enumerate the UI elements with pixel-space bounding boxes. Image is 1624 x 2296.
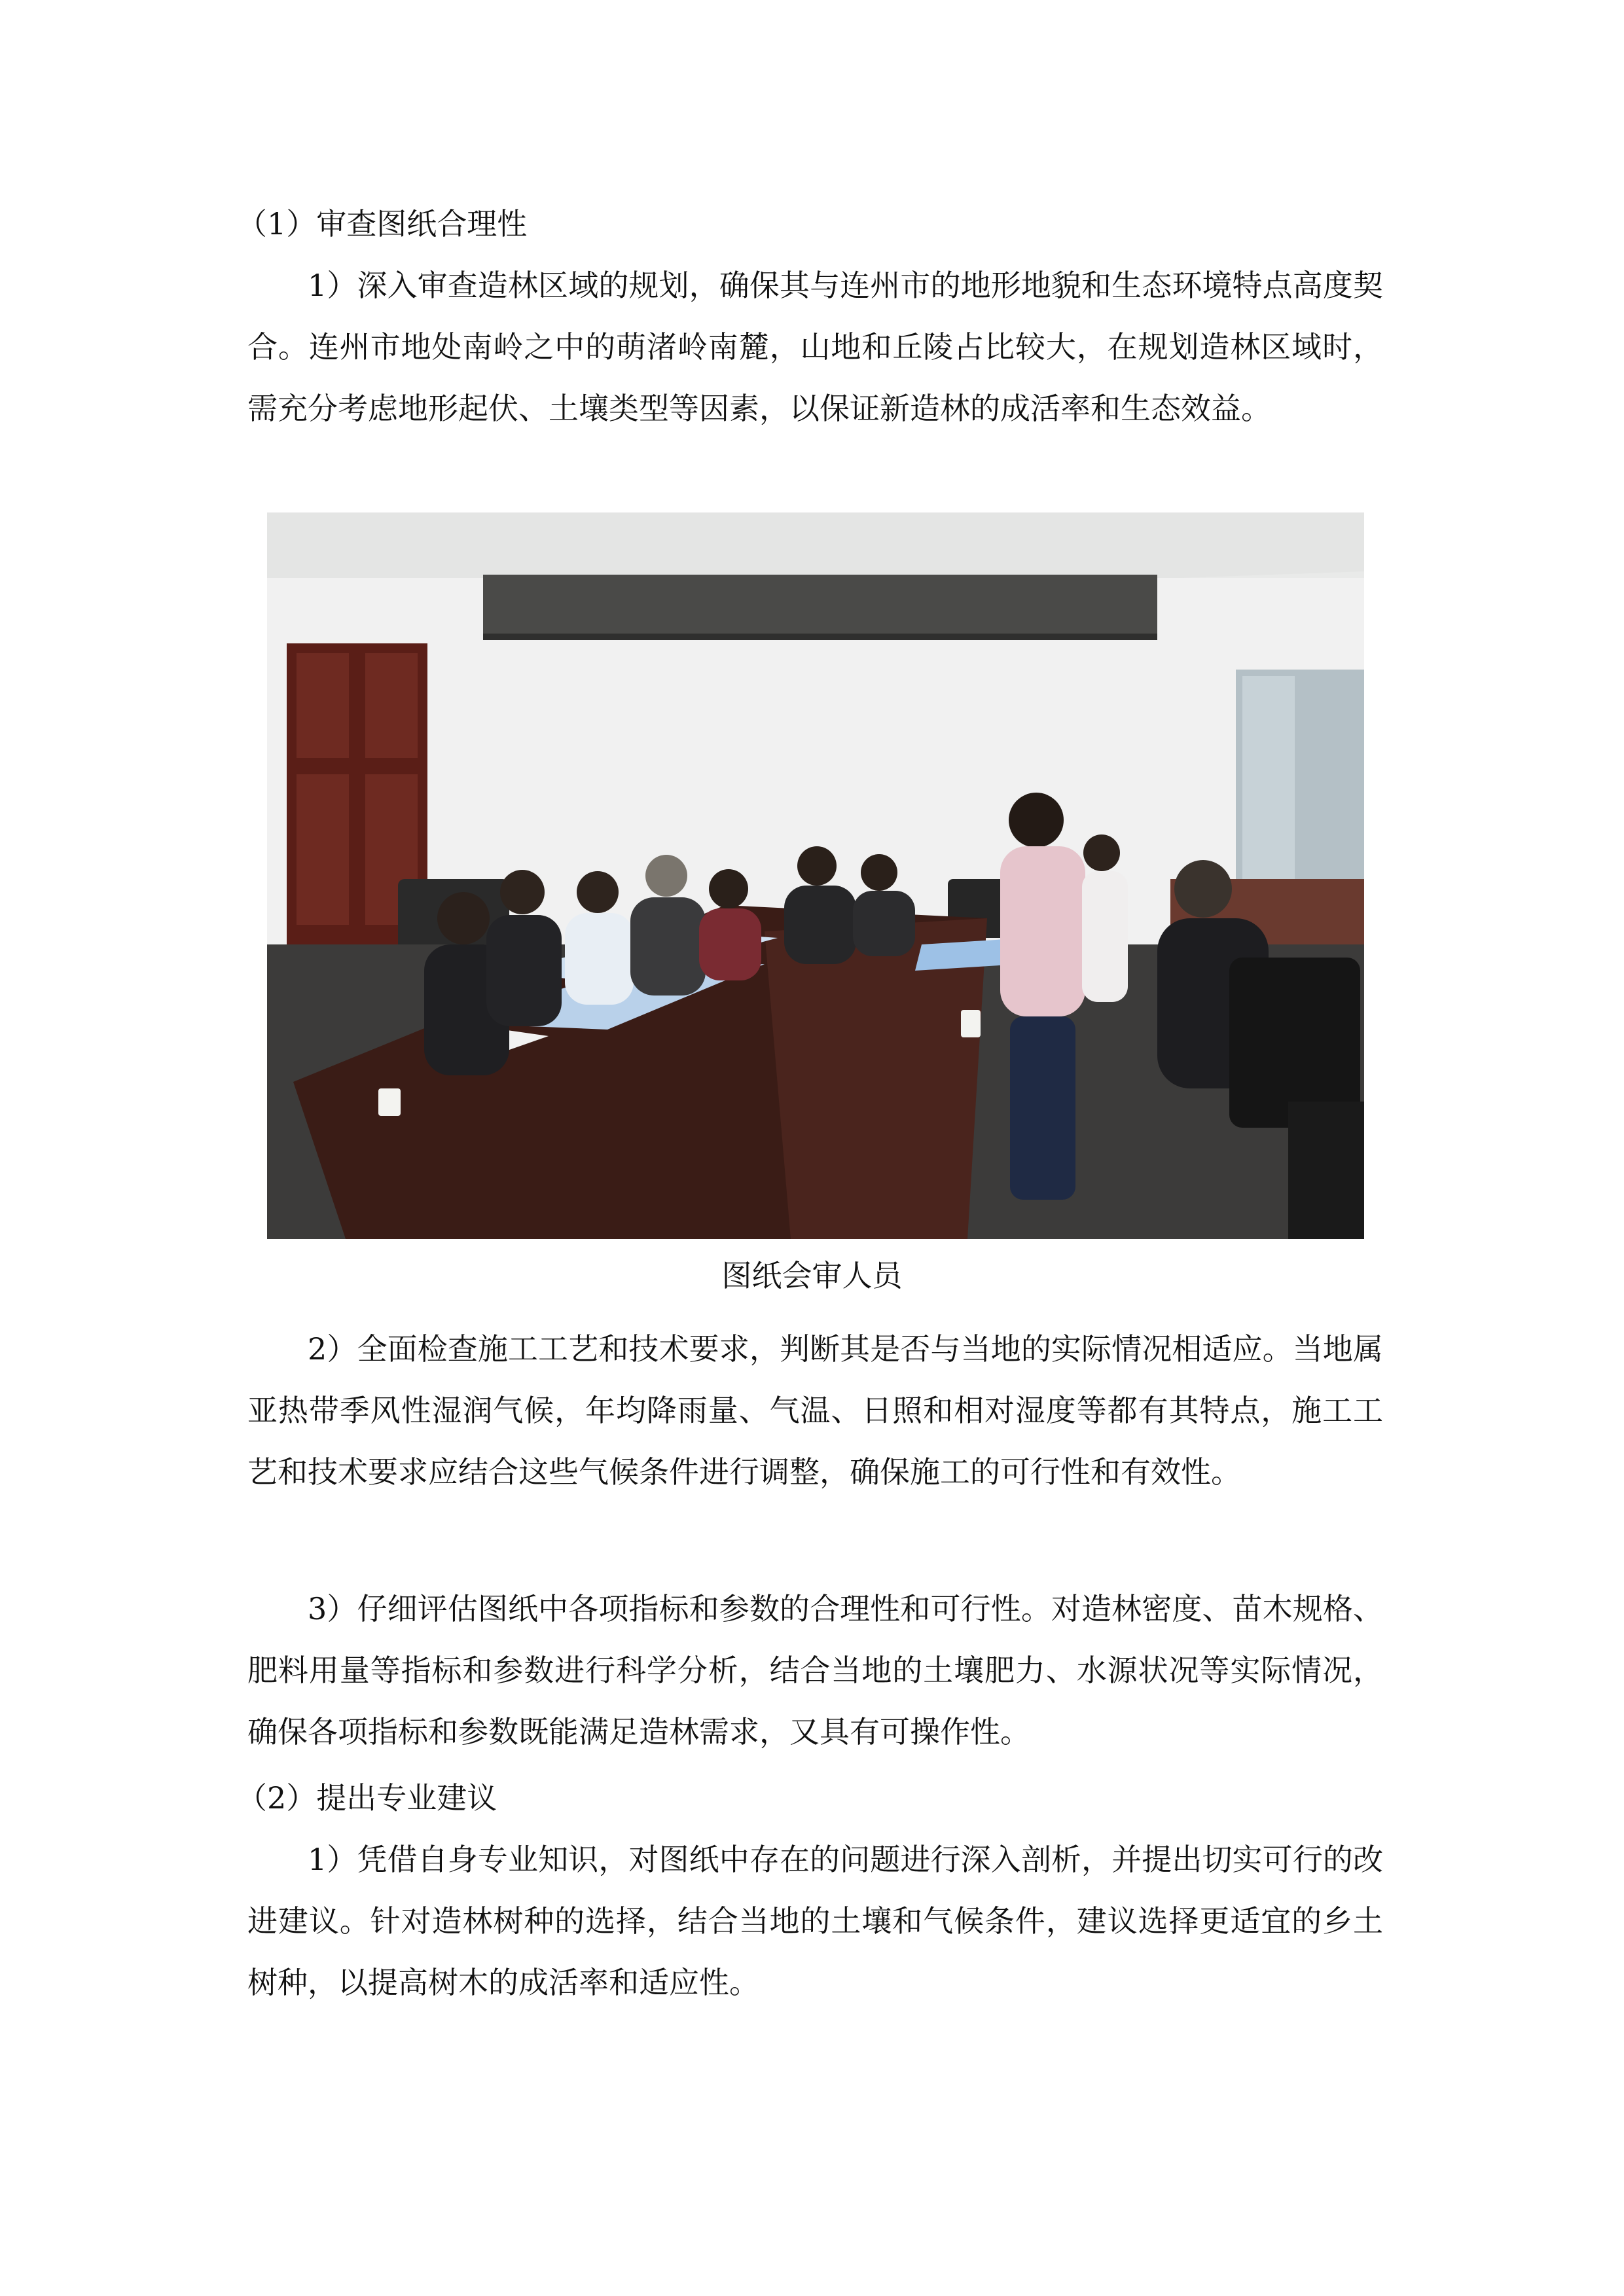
meeting-photo: [267, 512, 1364, 1239]
section-1-paragraph-3: 3）仔细评估图纸中各项指标和参数的合理性和可行性。对造林密度、苗木规格、肥料用量等指标和参数进行科学分析，结合当地的土壤肥力、水源状况等实际情况，确保各项指标和参数既能满足造林需求，又具有可操作性。: [247, 1591, 1383, 1749]
figure-caption: 图纸会审人员: [721, 1258, 903, 1293]
section-2-heading: （2）提出专业建议: [237, 1780, 497, 1816]
section-1-paragraph-2: 2）全面检查施工工艺和技术要求，判断其是否与当地的实际情况相适应。当地属亚热带季风性湿润气候，年均降雨量、气温、日照和相对湿度等都有其特点，施工工艺和技术要求应结合这些气候条件进行调整，确保施工的可行性和有效性。: [247, 1331, 1383, 1490]
section-1-heading: （1）审查图纸合理性: [237, 206, 528, 242]
section-2-paragraph-1: 1）凭借自身专业知识，对图纸中存在的问题进行深入剖析，并提出切实可行的改进建议。针对造林树种的选择，结合当地的土壤和气候条件，建议选择更适宜的乡土树种，以提高树木的成活率和适应性。: [247, 1842, 1383, 2000]
section-1-paragraph-1: 1）深入审查造林区域的规划，确保其与连州市的地形地貌和生态环境特点高度契合。连州市地处南岭之中的萌渚岭南麓，山地和丘陵占比较大，在规划造林区域时，需充分考虑地形起伏、土壤类型等因素，以保证新造林的成活率和生态效益。: [247, 268, 1383, 426]
